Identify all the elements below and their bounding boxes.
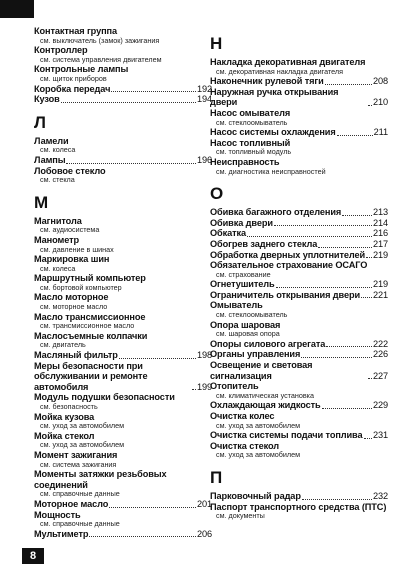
index-entry-see-also: см. двигатель [40, 340, 86, 350]
dot-leader [368, 378, 372, 379]
index-entry-see-also: см. стекла [40, 175, 75, 185]
index-entry-title: Коробка передач [34, 83, 111, 94]
index-entry-title-row [210, 339, 388, 350]
index-entry [210, 360, 388, 381]
index-entry-title: Обивка двери [210, 217, 273, 228]
index-entry-title: Лампы [34, 154, 66, 165]
dot-leader [247, 236, 372, 237]
index-column-right [210, 26, 388, 521]
index-entry-title: Очистка системы подачи топлива [210, 430, 363, 441]
index-entry-title-row [34, 235, 212, 246]
index-entry-title: Насос омывателя [210, 107, 291, 118]
dot-leader [337, 135, 373, 136]
dot-leader [89, 536, 196, 537]
index-entry-title: Кузов [34, 94, 60, 105]
index-entry-title: Паспорт транспортного средства (ПТС) [210, 501, 387, 512]
index-entry [34, 392, 212, 411]
dot-leader [276, 287, 372, 288]
index-entry-title-row [34, 499, 212, 510]
index-entry-see-also: см. документы [216, 511, 265, 521]
dot-leader [318, 247, 372, 248]
index-column-left [34, 26, 212, 539]
index-entry-title-row [210, 279, 388, 290]
index-entry [210, 339, 388, 350]
dot-leader [66, 163, 195, 164]
index-entry-page: 221 [372, 289, 388, 300]
index-entry-title: Масло моторное [34, 292, 109, 303]
index-entry-title: Обкатка [210, 228, 247, 239]
index-entry-title-row [34, 94, 212, 105]
index-entry-title: Наконечник рулевой тяги [210, 76, 324, 87]
index-entry [210, 381, 388, 400]
index-entry-see-also: см. аудиосистема [40, 225, 100, 235]
dot-leader [119, 358, 196, 359]
index-entry [34, 94, 212, 105]
index-entry-title: Меры безопасности при обслуживании и ремонте автомобиля [34, 360, 148, 392]
index-entry-page: 198 [196, 350, 212, 361]
page-number: 8 [22, 548, 44, 564]
index-entry [34, 166, 212, 185]
index-entry-title-row [210, 360, 388, 381]
index-entry [34, 529, 212, 540]
dot-leader [61, 102, 196, 103]
index-entry [34, 254, 212, 273]
index-entry-title: Очистка колес [210, 411, 275, 421]
index-entry-page: 196 [196, 154, 212, 165]
dot-leader [192, 389, 196, 390]
index-entry-page: 217 [372, 238, 388, 249]
index-entry-title: Парковочный радар [210, 490, 301, 501]
index-entry-title: Накладка декоративная двигателя [210, 57, 366, 67]
index-entry-title-row [34, 469, 212, 490]
index-entry-title: Обработка дверных уплотнителей [210, 249, 366, 260]
index-entry [210, 239, 388, 250]
index-entry-title-row [34, 361, 212, 393]
index-entry-title-row [210, 57, 388, 68]
dot-leader [325, 84, 372, 85]
index-entry [34, 45, 212, 64]
index-entry [34, 361, 212, 393]
index-entry [210, 207, 388, 218]
index-entry [210, 87, 388, 108]
index-entry-title-row [210, 239, 388, 250]
index-entry-page: 214 [372, 217, 388, 228]
index-entry [34, 64, 212, 83]
dot-leader [302, 499, 372, 500]
index-entry-title: Моменты затяжки резьбовых соединений [34, 469, 167, 490]
index-entry-see-also: см. трансмиссионное масло [40, 321, 135, 331]
index-entry-title: Огнетушитель [210, 279, 275, 290]
index-entry-title: Модуль подушки безопасности [34, 392, 175, 403]
index-entry-title-row [34, 155, 212, 166]
index-entry-title: Контактная группа [34, 26, 117, 36]
index-entry [34, 499, 212, 510]
index-entry-title: Масляный фильтр [34, 350, 118, 361]
index-entry-title: Охлаждающая жидкость [210, 400, 321, 411]
index-entry-see-also: см. декоративная накладка двигателя [216, 66, 344, 76]
index-entry [34, 235, 212, 254]
dot-leader [368, 105, 372, 106]
index-entry-see-also: см. безопасность [40, 402, 98, 411]
index-section-letter: О [210, 184, 224, 204]
dot-leader [322, 408, 372, 409]
index-entry [34, 136, 212, 155]
index-entry-see-also: см. выключатель (замок) зажигания [40, 35, 160, 45]
index-entry-title: Момент зажигания [34, 449, 118, 460]
index-entry-see-also: см. страхование [216, 269, 271, 279]
index-entry-see-also: см. справочные данные [40, 519, 120, 529]
index-section-letter: Л [34, 112, 46, 132]
top-corner-bar [0, 0, 34, 18]
index-entry-see-also: см. уход за автомобилем [216, 450, 301, 460]
index-entry-page: 210 [372, 97, 388, 108]
index-entry-page: 229 [372, 400, 388, 411]
index-entry [210, 430, 388, 441]
index-entry-title: Опоры силового агрегата [210, 338, 326, 349]
index-entry-see-also: см. щиток приборов [40, 73, 107, 83]
index-entry-page: 219 [372, 249, 388, 260]
index-entry-page: 226 [372, 349, 388, 360]
index-entry-page: 206 [196, 528, 212, 539]
index-entry-see-also: см. колеса [40, 263, 76, 273]
index-entry [210, 411, 388, 430]
index-entry-see-also: см. уход за автомобилем [216, 420, 301, 430]
index-entry [34, 510, 212, 529]
index-entry [210, 400, 388, 411]
index-entry-page: 232 [372, 490, 388, 501]
index-entry-see-also: см. топливный модуль [216, 147, 292, 157]
index-entry [34, 469, 212, 499]
index-entry-title-row [210, 349, 388, 360]
index-entry-see-also: см. шаровая опора [216, 329, 280, 339]
index-entry-title: Обязательное страхование ОСАГО [210, 260, 368, 271]
index-entry-title: Мойка стекол [34, 430, 95, 441]
index-entry-see-also: см. стеклоомыватель [216, 117, 288, 127]
index-entry-title-row [34, 84, 212, 95]
dot-leader [361, 297, 372, 298]
index-entry [210, 349, 388, 360]
index-entry-see-also: см. справочные данные [40, 489, 120, 499]
index-entry-title: Наружная ручка открывания двери [210, 86, 339, 108]
dot-leader [274, 225, 372, 226]
index-entry-title: Мощность [34, 509, 81, 520]
index-entry [210, 228, 388, 239]
index-entry-see-also: см. система зажигания [40, 459, 117, 469]
index-entry-title: Маркировка шин [34, 254, 110, 265]
index-entry [210, 441, 388, 460]
index-entry [210, 57, 388, 76]
index-entry-title-row [210, 207, 388, 218]
index-entry-see-also: см. давление в шинах [40, 244, 114, 254]
index-entry [210, 157, 388, 176]
index-entry-title: Мультиметр [34, 528, 89, 539]
index-entry [34, 84, 212, 95]
index-entry [210, 260, 388, 279]
index-entry-title: Мойка кузова [34, 411, 95, 422]
index-entry-title-row [34, 26, 212, 37]
index-entry-page: 211 [373, 127, 388, 138]
index-entry [210, 279, 388, 290]
index-entry-title: Насос топливный [210, 137, 291, 148]
index-entry-title: Манометр [34, 234, 80, 245]
index-section-letter: Н [210, 34, 223, 53]
index-entry-title: Омыватель [210, 300, 263, 311]
index-entry [34, 312, 212, 331]
dot-leader [301, 357, 372, 358]
index-entry-title-row [34, 450, 212, 461]
index-entry-title-row [210, 76, 388, 87]
index-entry-page: 216 [372, 228, 388, 239]
index-entry-title: Масло трансмиссионное [34, 311, 146, 322]
index-entry-title: Лобовое стекло [34, 165, 106, 176]
index-entry-title: Органы управления [210, 349, 301, 360]
index-entry-title-row [210, 400, 388, 411]
dot-leader [366, 257, 372, 258]
index-entry-title-row [210, 157, 388, 168]
index-entry-see-also: см. колеса [40, 145, 76, 155]
index-entry [210, 138, 388, 157]
index-entry-page: 194 [196, 94, 212, 105]
index-entry [210, 108, 388, 127]
index-entry [210, 320, 388, 339]
index-entry [210, 502, 388, 521]
index-entry [34, 292, 212, 311]
index-entry-title-row [34, 350, 212, 361]
index-entry-title: Ограничитель открывания двери [210, 289, 361, 300]
index-entry-see-also: см. бортовой компьютер [40, 282, 122, 292]
index-entry-page: 208 [372, 76, 388, 87]
index-entry-title-row [210, 411, 388, 422]
index-entry [210, 127, 388, 138]
index-entry-page: 192 [196, 83, 212, 94]
index-entry [34, 273, 212, 292]
index-entry-see-also: см. система управления двигателем [40, 54, 162, 64]
index-entry-page: 213 [372, 207, 388, 218]
index-entry [34, 216, 212, 235]
index-entry-title: Неисправность [210, 156, 280, 167]
index-entry-title-row [210, 218, 388, 229]
index-entry-title: Маслосъемные колпачки [34, 330, 148, 341]
index-entry [34, 331, 212, 350]
index-entry-title-row [210, 290, 388, 301]
index-section-letter: П [210, 467, 223, 487]
index-entry-see-also: см. стеклоомыватель [216, 310, 288, 320]
index-entry-title: Освещение и световая сигнализация [210, 360, 313, 381]
dot-leader [326, 346, 372, 347]
index-section-letter: М [34, 192, 49, 212]
index-entry-title: Очистка стекол [210, 440, 280, 451]
index-entry [34, 350, 212, 361]
index-entry-title-row [34, 529, 212, 540]
index-entry-page: 201 [196, 498, 212, 509]
dot-leader [364, 438, 372, 439]
index-entry [34, 450, 212, 469]
index-entry-title: Магнитола [34, 215, 82, 226]
index-entry-title-row [210, 127, 388, 138]
index-entry-title: Насос системы охлаждения [210, 127, 336, 138]
index-entry-title-row [210, 108, 388, 119]
index-entry [210, 290, 388, 301]
index-entry-title: Опора шаровая [210, 319, 281, 330]
index-entry-title: Моторное масло [34, 498, 109, 509]
index-entry [210, 491, 388, 502]
index-entry [210, 300, 388, 319]
index-entry [210, 76, 388, 87]
index-entry-title: Отопитель [210, 381, 259, 392]
index-entry-title: Контрольные лампы [34, 64, 129, 75]
index-entry-see-also: см. диагностика неисправностей [216, 166, 326, 176]
index-entry-title: Маршрутный компьютер [34, 273, 146, 284]
index-entry-title-row [210, 228, 388, 239]
index-entry-page: 219 [372, 279, 388, 290]
index-entry [34, 431, 212, 450]
index-entry [210, 250, 388, 261]
index-entry-page: 231 [372, 430, 388, 441]
index-entry-page: 199 [196, 381, 212, 392]
dot-leader [111, 91, 196, 92]
index-entry [210, 218, 388, 229]
index-entry-see-also: см. моторное масло [40, 302, 108, 312]
index-entry-title: Обогрев заднего стекла [210, 238, 318, 249]
index-entry-title-row [210, 250, 388, 261]
index-entry [34, 155, 212, 166]
index-entry-page: 222 [372, 338, 388, 349]
index-entry [34, 26, 212, 45]
index-entry-page: 227 [372, 370, 388, 381]
index-entry-title: Обивка багажного отделения [210, 207, 342, 218]
index-entry-see-also: см. уход за автомобилем [40, 440, 125, 450]
index-entry-see-also: см. уход за автомобилем [40, 421, 125, 431]
index-entry-title: Контроллер [34, 45, 88, 56]
index-entry-title-row [210, 87, 388, 108]
dot-leader [342, 215, 372, 216]
index-entry-title: Ламели [34, 135, 69, 146]
index-entry [34, 412, 212, 431]
dot-leader [109, 507, 196, 508]
index-entry-title-row [210, 430, 388, 441]
index-entry-title-row [210, 491, 388, 502]
index-entry-see-also: см. климатическая установка [216, 390, 314, 400]
